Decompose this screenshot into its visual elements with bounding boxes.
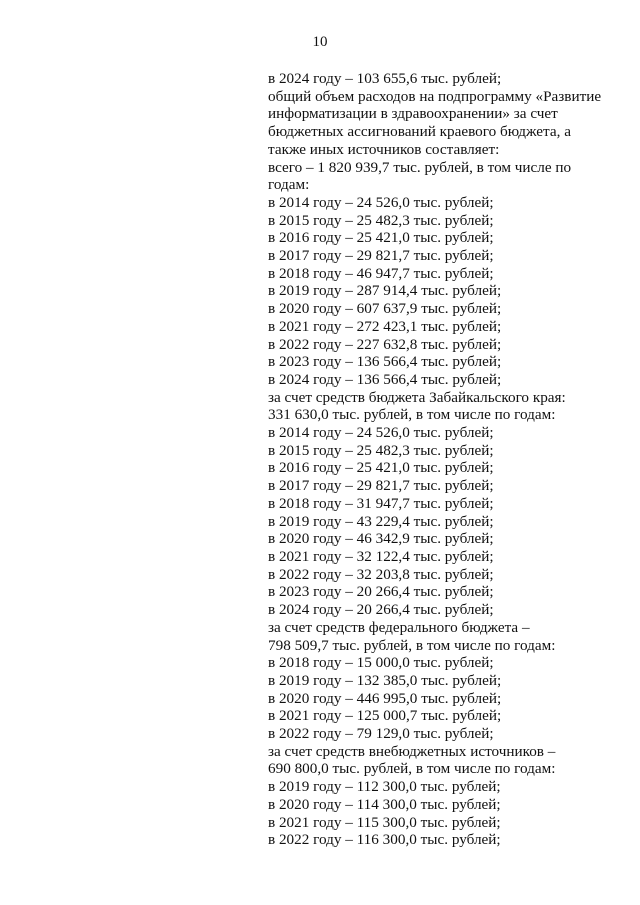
text-line: информатизации в здравоохранении» за счет (268, 105, 558, 123)
text-line: годам: (268, 176, 310, 194)
text-line: в 2014 году – 24 526,0 тыс. рублей; (268, 193, 494, 211)
text-line: 331 630,0 тыс. рублей, в том числе по годам: (268, 406, 556, 424)
text-line: в 2022 году – 227 632,8 тыс. рублей; (268, 335, 502, 353)
text-line: в 2018 году – 46 947,7 тыс. рублей; (268, 264, 494, 282)
text-line: за счет средств бюджета Забайкальского края: (268, 388, 566, 406)
text-line: в 2023 году – 20 266,4 тыс. рублей; (268, 583, 494, 601)
text-line: в 2014 году – 24 526,0 тыс. рублей; (268, 424, 494, 442)
text-line: в 2021 году – 272 423,1 тыс. рублей; (268, 317, 502, 335)
text-line: в 2020 году – 46 342,9 тыс. рублей; (268, 530, 494, 548)
text-line: 690 800,0 тыс. рублей, в том числе по годам: (268, 760, 556, 778)
text-line: в 2019 году – 287 914,4 тыс. рублей; (268, 282, 502, 300)
page-number: 10 (312, 34, 328, 50)
text-line: в 2018 году – 15 000,0 тыс. рублей; (268, 654, 494, 672)
text-line: в 2022 году – 116 300,0 тыс. рублей; (268, 831, 501, 849)
text-line: в 2024 году – 103 655,6 тыс. рублей; (268, 70, 502, 87)
document-body (268, 70, 602, 849)
text-line: в 2015 году – 25 482,3 тыс. рублей; (268, 441, 494, 459)
text-line: в 2020 году – 114 300,0 тыс. рублей; (268, 795, 501, 813)
text-line: в 2018 году – 31 947,7 тыс. рублей; (268, 494, 494, 512)
text-line: в 2021 году – 115 300,0 тыс. рублей; (268, 813, 501, 831)
text-line: в 2019 году – 43 229,4 тыс. рублей; (268, 512, 494, 530)
text-line: в 2019 году – 132 385,0 тыс. рублей; (268, 671, 502, 689)
text-line: общий объем расходов на подпрограмму «Развитие (268, 87, 602, 105)
text-line: в 2015 году – 25 482,3 тыс. рублей; (268, 211, 494, 229)
text-line: за счет средств федерального бюджета – (268, 618, 530, 636)
text-line: в 2023 году – 136 566,4 тыс. рублей; (268, 353, 502, 371)
text-line: в 2021 году – 32 122,4 тыс. рублей; (268, 547, 494, 565)
text-line: в 2022 году – 32 203,8 тыс. рублей; (268, 565, 494, 583)
text-line: в 2020 году – 607 637,9 тыс. рублей; (268, 300, 502, 318)
text-line: также иных источников составляет: (268, 140, 500, 158)
text-line: в 2016 году – 25 421,0 тыс. рублей; (268, 459, 494, 477)
text-line: в 2022 году – 79 129,0 тыс. рублей; (268, 725, 494, 743)
text-line: в 2017 году – 29 821,7 тыс. рублей; (268, 247, 494, 265)
text-line: 798 509,7 тыс. рублей, в том числе по годам: (268, 636, 556, 654)
text-line: в 2024 году – 20 266,4 тыс. рублей; (268, 601, 494, 619)
text-line: бюджетных ассигнований краевого бюджета, а (268, 123, 571, 141)
text-line: в 2021 году – 125 000,7 тыс. рублей; (268, 707, 502, 725)
text-line: всего – 1 820 939,7 тыс. рублей, в том числе по (268, 158, 572, 176)
text-line: в 2019 году – 112 300,0 тыс. рублей; (268, 778, 501, 796)
text-line: в 2024 году – 136 566,4 тыс. рублей; (268, 370, 502, 388)
text-line: за счет средств внебюджетных источников – (268, 742, 556, 760)
text-line: в 2016 году – 25 421,0 тыс. рублей; (268, 229, 494, 247)
text-line: в 2017 году – 29 821,7 тыс. рублей; (268, 477, 494, 495)
text-line: в 2020 году – 446 995,0 тыс. рублей; (268, 689, 502, 707)
